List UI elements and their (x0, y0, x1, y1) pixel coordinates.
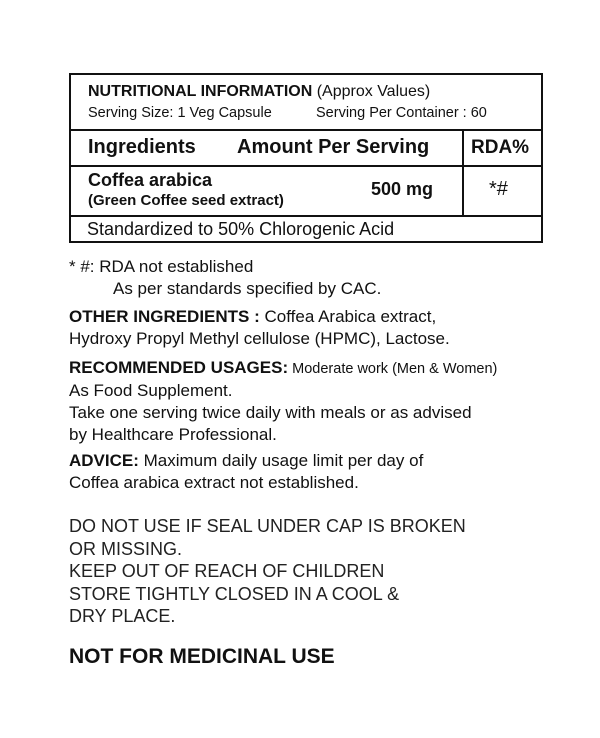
ingredient-rda: *# (489, 178, 508, 200)
col-ingredients: Ingredients (88, 136, 196, 158)
advice (69, 450, 423, 494)
warnings (69, 515, 466, 628)
warning-line-5: DRY PLACE. (69, 606, 176, 626)
advice-line-1: Maximum daily usage limit per day of (138, 451, 424, 470)
panel-title-note: (Approx Values) (312, 83, 431, 100)
ingredient-amount: 500 mg (371, 179, 434, 199)
col-amount: Amount Per Serving (237, 136, 430, 158)
panel-title (88, 84, 430, 100)
panel-title-bold: NUTRITIONAL INFORMATION (88, 83, 313, 100)
footnote (69, 256, 381, 300)
warning-line-2: OR MISSING. (69, 538, 183, 559)
other-ingredients (69, 306, 450, 350)
not-for-medicinal-use: NOT FOR MEDICINAL USE (69, 645, 335, 668)
warning-line-3: KEEP OUT OF REACH OF CHILDREN (69, 561, 385, 581)
advice-line-2: Coffea arabica extract not established. (69, 473, 359, 492)
standardized-row (71, 215, 541, 243)
usage-line-4: by Healthcare Professional. (69, 425, 277, 444)
advice-label: ADVICE: (69, 451, 139, 470)
nutrition-panel (69, 73, 543, 243)
panel-header (71, 75, 541, 131)
other-ingredients-line-2: Hydroxy Propyl Methyl cellulose (HPMC), Lactose. (69, 329, 450, 348)
footnote-line-1: * #: RDA not established (69, 257, 254, 276)
other-ingredients-label: OTHER INGREDIENTS : (69, 307, 260, 326)
ingredient-sub: (Green Coffee seed extract) (88, 192, 284, 209)
col-rda: RDA% (471, 137, 530, 158)
serving-size: Serving Size: 1 Veg Capsule (88, 105, 272, 121)
recommended-usages (69, 357, 497, 446)
rda-divider (462, 129, 464, 215)
ingredient-row (71, 165, 541, 217)
footnote-line-2: As per standards specified by CAC. (113, 279, 382, 298)
usage-line-3: Take one serving twice daily with meals or as advised (69, 403, 472, 422)
usage-line-2: As Food Supplement. (69, 381, 233, 400)
ingredient-name: Coffea arabica (88, 170, 213, 190)
standardized-text: Standardized to 50% Chlorogenic Acid (87, 219, 395, 239)
other-ingredients-line-1: Coffea Arabica extract, (259, 307, 437, 326)
warning-line-1: DO NOT USE IF SEAL UNDER CAP IS BROKEN (69, 516, 466, 536)
serving-per-container: Serving Per Container : 60 (316, 105, 487, 121)
warning-line-4: STORE TIGHTLY CLOSED IN A COOL & (69, 583, 400, 604)
usage-line-1: Moderate work (Men & Women) (288, 361, 498, 377)
usage-label: RECOMMENDED USAGES: (69, 358, 289, 377)
column-headers (71, 129, 541, 167)
